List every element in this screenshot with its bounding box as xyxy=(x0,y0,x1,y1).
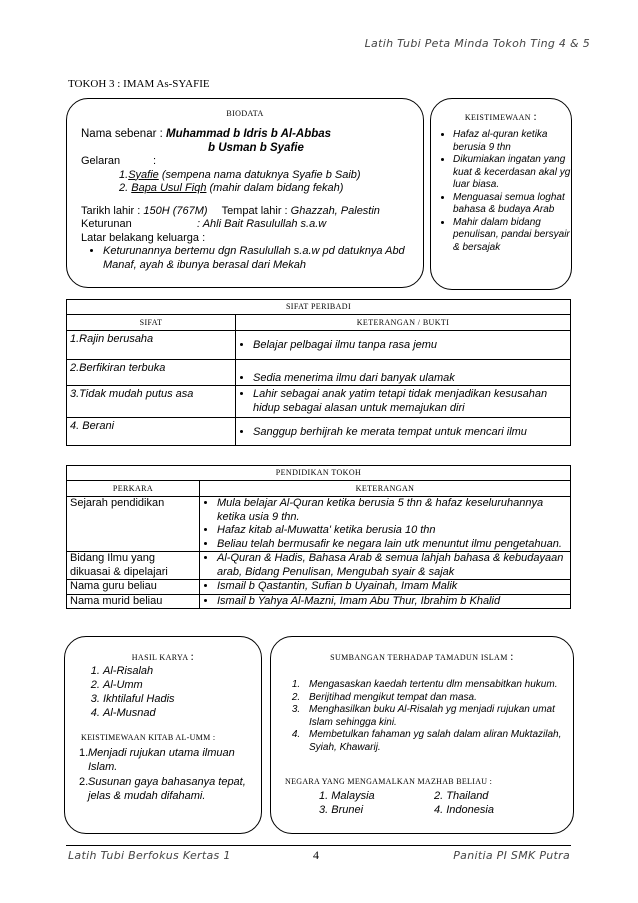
hasil-list xyxy=(85,664,175,720)
hasil-item: 3. Ikhtilaful Hadis xyxy=(103,692,175,706)
bidang-value: • Al-Quran & Hadis, Bahasa Arab & semua lahjah bahasa & kebudayaan arab, Bidang Penulisan, Mengubah syair & sajak xyxy=(217,552,567,579)
tempat-label: Tempat lahir : xyxy=(221,204,291,217)
sejarah-item: • Mula belajar Al-Quran ketika berusia 5 thn & hafaz keseluruhannya ketika usia 9 thn. xyxy=(217,497,567,524)
sejarah-item: • Hafaz kitab al-Muwatta' ketika berusia 10 thn xyxy=(217,524,567,538)
murid-value: • Ismail b Yahya Al-Mazni, Imam Abu Thur, Ibrahim b Khalid xyxy=(217,595,567,609)
keistimewaan-box xyxy=(430,98,572,290)
sifat-cell: 3.Tidak mudah putus asa xyxy=(67,386,236,418)
bukti-cell: • Lahir sebagai anak yatim tetapi tidak menjadikan kesusahan hidup sebagai alasan untuk memajukan diri xyxy=(253,388,567,415)
tempat-value: Ghazzah, Palestin xyxy=(290,204,380,217)
guru-label: Nama guru beliau xyxy=(67,580,200,595)
topic-label: TOKOH 3 : IMAM As-SYAFIE xyxy=(68,78,210,90)
bukti-cell: • Sedia menerima ilmu dari banyak ulamak xyxy=(253,372,567,384)
biodata-content xyxy=(81,128,416,272)
sumbangan-item: 2. Berijtihad mengikut tempat dan masa. xyxy=(303,692,571,705)
latar-bullet: • Keturunannya bertemu dgn Rasulullah s.a.w pd datuknya Abd Manaf, ayah & ibunya berasal dari Mekah xyxy=(103,245,416,272)
kitab-item: Susunan gaya bahasanya tepat, jelas & mudah difahami. xyxy=(88,776,246,802)
guru-value: • Ismail b Qastantin, Sufian b Uyainah, Imam Malik xyxy=(217,580,567,594)
kitab-num: 2. xyxy=(79,776,89,788)
keistimewaan-item: • Hafaz al-quran ketika berusia 9 thn xyxy=(453,129,575,154)
header-title: Latih Tubi Peta Minda Tokoh Ting 4 & 5 xyxy=(364,37,590,50)
gelaran-colon: : xyxy=(153,155,157,167)
tarikh-value: 150H (767M) xyxy=(143,204,208,217)
negara-item: 4. Indonesia xyxy=(434,803,494,816)
sumbangan-heading-row xyxy=(271,649,573,664)
negara-item: 1. Malaysia xyxy=(319,790,375,802)
gelaran-2-desc: (mahir dalam bidang fekah) xyxy=(206,182,344,194)
kitab-heading: KEISTIMEWAAN KITAB AL-UMM : xyxy=(81,733,216,742)
hasil-item: 4. Al-Musnad xyxy=(103,706,175,720)
bukti-cell: • Sanggup berhijrah ke merata tempat untuk mencari ilmu xyxy=(253,426,567,438)
footer-rule xyxy=(66,845,571,846)
footer-right: Panitia PI SMK Putra xyxy=(453,849,570,862)
keistimewaan-item: • Mahir dalam bidang penulisan, pandai bersyair & bersajak xyxy=(453,217,575,255)
gelaran-2-name: Bapa Usul Fiqh xyxy=(131,182,207,194)
sejarah-item: • Beliau telah bermusafir ke negara lain utk menuntut ilmu pengetahuan. xyxy=(217,538,567,552)
hasil-heading: HASIL KARYA xyxy=(131,653,189,662)
kitab-num: 1. xyxy=(79,747,89,759)
footer-page-number: 4 xyxy=(313,848,319,862)
sifat-cell: 4. Berani xyxy=(67,418,236,446)
sejarah-list xyxy=(203,497,567,551)
hasil-item: 2. Al-Umm xyxy=(103,678,175,692)
sumbangan-list xyxy=(285,679,571,754)
sumbangan-item: 4. Membetulkan fahaman yg salah dalam aliran Muktazilah, Syiah, Khawarij. xyxy=(303,729,571,754)
gelaran-2-num: 2. xyxy=(119,182,132,194)
sifat-col-sifat: SIFAT xyxy=(67,315,236,331)
sejarah-label: Sejarah pendidikan xyxy=(67,497,200,552)
bidang-label: Bidang Ilmu yang dikuasai & dipelajari xyxy=(67,552,200,580)
pendidikan-col-perkara: PERKARA xyxy=(67,481,200,497)
gelaran-label: Gelaran xyxy=(81,155,121,167)
keistimewaan-list xyxy=(439,129,575,254)
biodata-heading: BIODATA xyxy=(226,109,264,118)
keturunan-value: : Ahli Bait Rasulullah s.a.w xyxy=(197,218,327,230)
name-value-1: Muhammad b Idris b Al-Abbas xyxy=(166,128,332,140)
name-value-2: b Usman b Syafie xyxy=(208,141,304,154)
hasil-item: 1. Al-Risalah xyxy=(103,664,175,678)
kitab-item: Menjadi rujukan utama ilmuan Islam. xyxy=(88,747,235,773)
sifat-cell: 1.Rajin berusaha xyxy=(67,331,236,360)
biodata-box xyxy=(66,98,424,288)
bukti-cell: • Belajar pelbagai ilmu tanpa rasa jemu xyxy=(253,339,567,351)
gelaran-1-num: 1. xyxy=(119,168,129,181)
footer-left: Latih Tubi Berfokus Kertas 1 xyxy=(68,849,231,862)
sifat-col-bukti: KETERANGAN / BUKTI xyxy=(236,315,571,331)
negara-heading: NEGARA YANG MENGAMALKAN MAZHAB BELIAU : xyxy=(285,777,493,786)
sumbangan-colon: : xyxy=(510,649,514,663)
sifat-table xyxy=(66,299,571,446)
latar-label: Latar belakang keluarga : xyxy=(81,231,206,244)
name-label: Nama sebenar : xyxy=(81,128,167,140)
gelaran-1-desc: (sempena nama datuknya Syafie b Saib) xyxy=(158,168,361,181)
sumbangan-box xyxy=(270,636,574,834)
sumbangan-heading: SUMBANGAN TERHADAP TAMADUN ISLAM xyxy=(330,653,508,662)
keistimewaan-heading-row xyxy=(431,109,571,124)
pendidikan-title: PENDIDIKAN TOKOH xyxy=(67,466,571,481)
hasil-heading-row xyxy=(65,649,261,664)
hasil-colon: : xyxy=(190,649,195,663)
negara-grid xyxy=(319,790,494,817)
sifat-cell: 2.Berfikiran terbuka xyxy=(67,360,236,386)
keistimewaan-heading: KEISTIMEWAAN xyxy=(464,113,531,122)
keistimewaan-item: • Dikumiakan ingatan yang kuat & kecerdasan akal yg luar biasa. xyxy=(453,154,575,192)
keturunan-label: Keturunan xyxy=(81,218,132,230)
gelaran-1-name: Syafie xyxy=(128,168,159,181)
keistimewaan-item: • Menguasai semua loghat bahasa & budaya Arab xyxy=(453,192,575,217)
kitab-list xyxy=(79,747,254,803)
sifat-title: SIFAT PERIBADI xyxy=(67,300,571,315)
sumbangan-item: 3. Menghasilkan buku Al-Risalah yg menjadi rujukan umat Islam sehingga kini. xyxy=(303,704,571,729)
hasil-karya-box xyxy=(64,636,262,834)
keistimewaan-colon: : xyxy=(533,109,538,123)
pendidikan-col-keterangan: KETERANGAN xyxy=(200,481,571,497)
tarikh-label: Tarikh lahir : xyxy=(81,204,144,217)
murid-label: Nama murid beliau xyxy=(67,594,200,609)
negara-item: 3. Brunei xyxy=(319,803,364,816)
negara-item: 2. Thailand xyxy=(434,790,489,802)
pendidikan-table xyxy=(66,465,571,609)
sumbangan-item: 1. Mengasaskan kaedah tertentu dlm mensabitkan hukum. xyxy=(303,679,571,692)
